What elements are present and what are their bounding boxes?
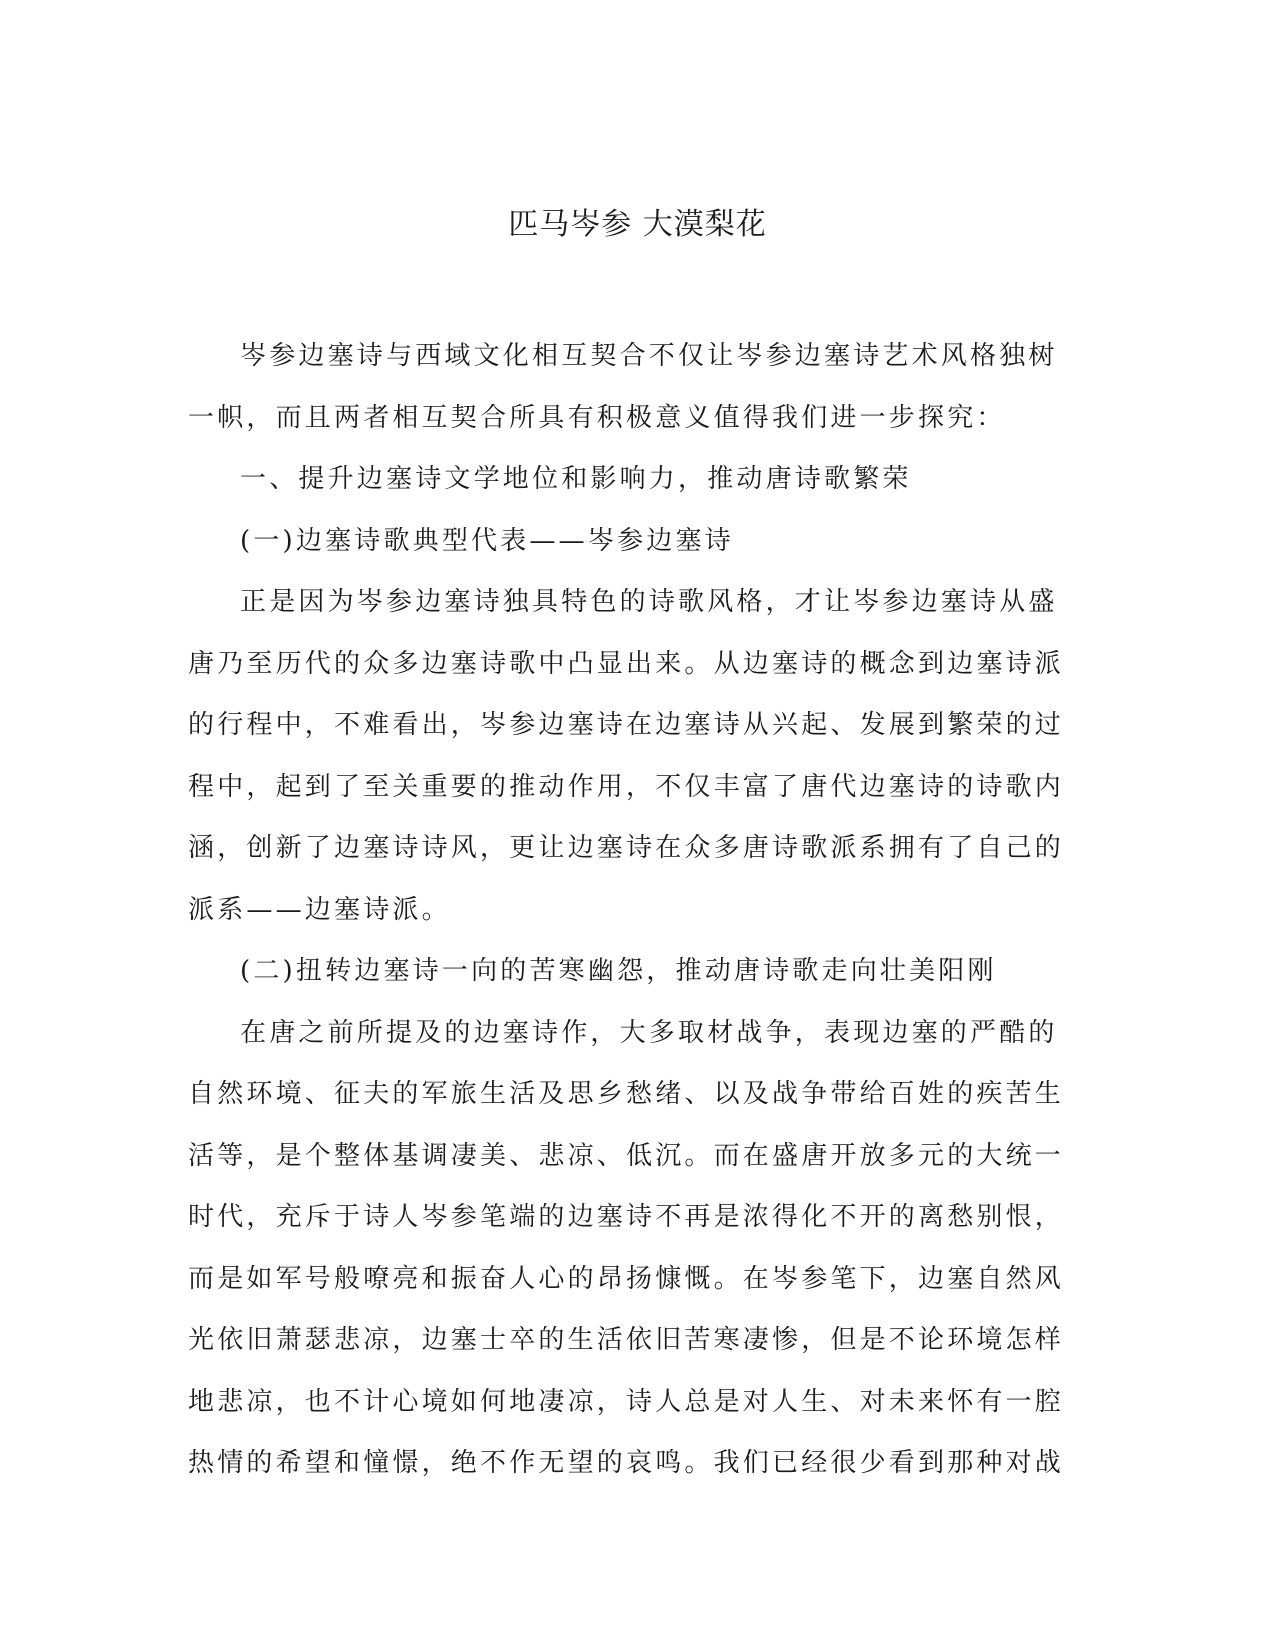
document-body xyxy=(188,326,1068,1495)
paragraph-1: 正是因为岑参边塞诗独具特色的诗歌风格，才让岑参边塞诗从盛唐乃至历代的众多边塞诗歌中凸显出来。从边塞诗的概念到边塞诗派的行程中，不难看出，岑参边塞诗在边塞诗从兴起、发展到繁荣的过程中，起到了至关重要的推动作用，不仅丰富了唐代边塞诗的诗歌内涵，创新了边塞诗诗风，更让边塞诗在众多唐诗歌派系拥有了自己的派系——边塞诗派。 xyxy=(188,587,1065,925)
subsection-heading-2: (二)扭转边塞诗一向的苦寒幽怨，推动唐诗歌走向壮美阳刚 xyxy=(240,956,997,986)
subsection-heading-1: (一)边塞诗歌典型代表——岑参边塞诗 xyxy=(240,525,734,556)
section-heading-1: 一、提升边塞诗文学地位和影响力，推动唐诗歌繁荣 xyxy=(240,464,912,494)
paragraph-2: 在唐之前所提及的边塞诗作，大多取材战争，表现边塞的严酷的自然环境、征夫的军旅生活及思乡愁绪、以及战争带给百姓的疾苦生活等，是个整体基调凄美、悲凉、低沉。而在盛唐开放多元的大统一时代，充斥于诗人岑参笔端的边塞诗不再是浓得化不开的离愁别恨，而是如军号般嘹亮和振奋人心的昂扬慷慨。在岑参笔下，边塞自然风光依旧萧瑟悲凉，边塞士卒的生活依旧苦寒凄惨，但是不论环境怎样地悲凉，也不计心境如何地凄凉，诗人总是对人生、对未来怀有一腔热情的希望和憧憬，绝不作无望的哀鸣。我们已经很少看到那种对战 xyxy=(188,1017,1065,1478)
paragraph-intro: 岑参边塞诗与西域文化相互契合不仅让岑参边塞诗艺术风格独树一帜，而且两者相互契合所具有积极意义值得我们进一步探究： xyxy=(188,341,1058,433)
document-title: 匹马岑参 大漠梨花 xyxy=(508,207,767,242)
